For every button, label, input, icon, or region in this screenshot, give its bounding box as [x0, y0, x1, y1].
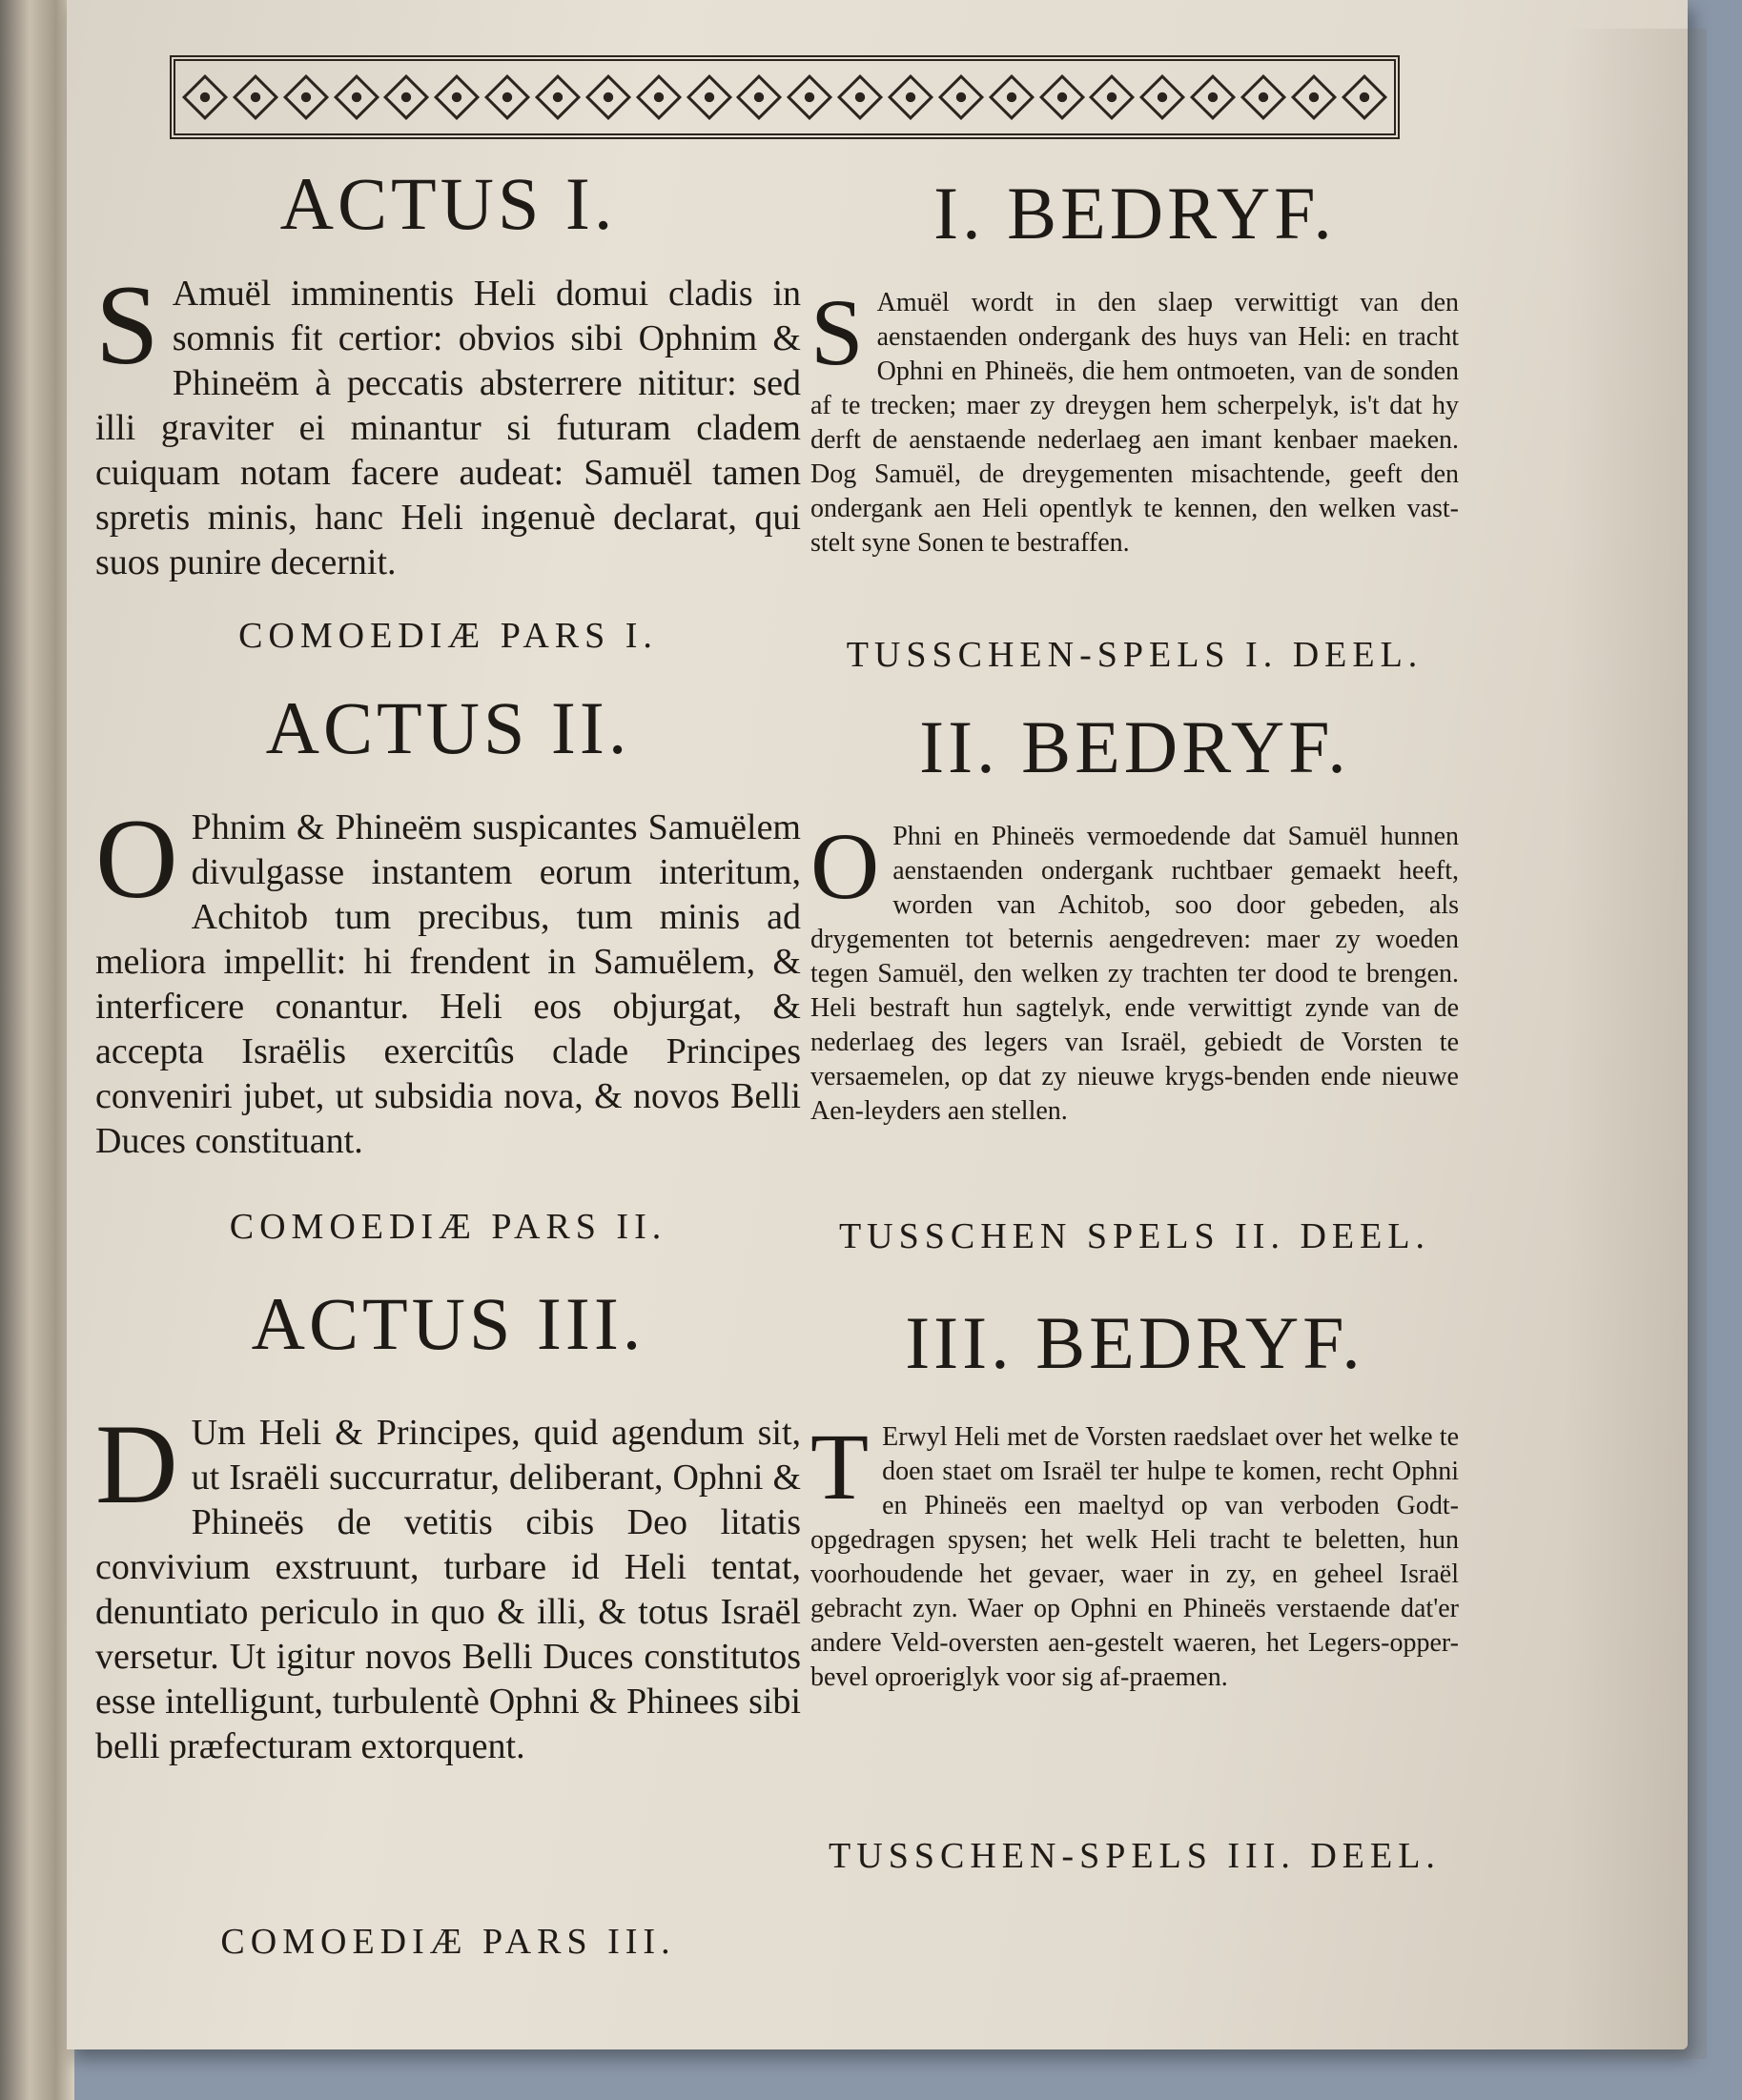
ornament-icon — [383, 74, 429, 120]
summary-text: Phnim & Phineëm suspicantes Samuëlem divulgasse instantem eorum interitum, Achitob tum precibus, tum minis ad meliora impellit: hi frendent in Samuëlem, & interficere conantur. Heli eos objurgat, & accepta Israëlis exercitûs clade Principes conveniri jubet, ut subsidia nova, & novos Belli Duces constituant. — [95, 807, 801, 1161]
ornament-icon — [989, 74, 1035, 120]
dutch-act-summary — [810, 813, 1459, 1129]
ornament-icon — [787, 74, 832, 120]
ornament-icon — [434, 74, 480, 120]
summary-text: Erwyl Heli met de Vorsten raedslaet over het welke te doen staet om Israël ter hulpe te komen, recht Ophni en Phineës een maeltyd op van verboden Godt-opgedragen spysen; het welk Heli tracht te beletten, hun voorhoudende het gevaer, waer in zy, en geheel Israël gebracht zyn. Waer op Ophni en Phineës verstaende dat'er andere Veld-oversten aen-gestelt waeren, het Legers-opper-bevel oproeriglyk voor sig af-praemen. — [810, 1422, 1459, 1692]
ornament-icon — [585, 74, 631, 120]
drop-cap: O — [810, 813, 880, 919]
ornament-icon — [1240, 74, 1286, 120]
ornament-icon — [484, 74, 530, 120]
drop-cap: S — [95, 261, 159, 388]
summary-text: Phni en Phineës vermoedende dat Samuël hunnen aenstaenden ondergank ruchtbaer gemaekt heeft, worden van Achitob, soo door gebeden, als drygementen tot beternis aengedreven: maer zy woeden tegen Samuël, den welken zy trachten ter dood te brengen. Heli bestraft hun sagtelyk, ende verwittigt zynde van de nederlaeg des legers van Israël, gebiedt de Vorsten te versaemelen, op dat zy nieuwe krygs-benden ende nieuwe Aen-leyders aen stellen. — [810, 822, 1459, 1126]
ornament-icon — [1039, 74, 1085, 120]
latin-act-summary — [95, 795, 801, 1164]
ornament-icon — [182, 74, 228, 120]
ornament-icon — [283, 74, 329, 120]
drop-cap: O — [95, 795, 178, 922]
ornament-icon — [736, 74, 782, 120]
dutch-act-heading: III. BEDRYF. — [905, 1301, 1364, 1384]
header-ornament-border — [170, 55, 1400, 139]
latin-act-summary — [95, 261, 801, 585]
dutch-interlude-label: TUSSCHEN-SPELS III. DEEL. — [829, 1836, 1441, 1876]
book-spine — [0, 0, 74, 2100]
ornament-icon — [636, 74, 682, 120]
ornament-icon — [938, 74, 984, 120]
latin-interlude-label: COMOEDIÆ PARS III. — [220, 1922, 676, 1962]
ornament-icon — [1291, 74, 1337, 120]
ornament-icon — [334, 74, 379, 120]
drop-cap: T — [810, 1414, 870, 1519]
ornament-icon — [1190, 74, 1236, 120]
latin-interlude-label: COMOEDIÆ PARS I. — [238, 616, 658, 656]
dutch-interlude-label: TUSSCHEN SPELS II. DEEL. — [838, 1216, 1431, 1256]
ornament-icon — [888, 74, 933, 120]
drop-cap: D — [95, 1400, 178, 1527]
ornament-icon — [1342, 74, 1387, 120]
drop-cap: S — [810, 279, 864, 385]
ornament-icon — [233, 74, 278, 120]
page-edge-shadow — [1564, 29, 1707, 2059]
ornament-icon — [687, 74, 732, 120]
ornament-icon — [837, 74, 883, 120]
dutch-interlude-label: TUSSCHEN-SPELS I. DEEL. — [846, 635, 1424, 675]
summary-text: Amuël imminentis Heli domui cladis in somnis fit certior: obvios sibi Ophnim & Phineëm à peccatis absterrere nititur: sed illi graviter ei minantur si futuram cladem cuiquam notam facere audeat: Samuël tamen spretis minis, hanc Heli ingenuè declarat, qui suos punire decernit. — [95, 274, 801, 582]
ornament-icon — [1089, 74, 1135, 120]
ornament-icon — [535, 74, 581, 120]
latin-act-summary — [95, 1400, 801, 1769]
dutch-act-summary — [810, 1414, 1459, 1695]
latin-act-heading: ACTUS III. — [251, 1282, 646, 1365]
ornament-icon — [1139, 74, 1185, 120]
dutch-act-heading: II. BEDRYF. — [919, 705, 1350, 788]
dutch-act-summary — [810, 279, 1459, 561]
summary-text: Um Heli & Principes, quid agendum sit, ut Israëli succurratur, deliberant, Ophni & Phineës de vetitis cibis Deo litatis convivium exstruunt, turbare id Heli tentat, denuntiato periculo in quo & illi, & totus Israël versetur. Ut igitur novos Belli Duces constitutos esse intelligunt, turbulentè Ophni & Phinees sibi belli præfecturam extorquent. — [95, 1413, 801, 1766]
latin-act-heading: ACTUS I. — [279, 162, 617, 245]
latin-act-heading: ACTUS II. — [265, 686, 631, 769]
latin-interlude-label: COMOEDIÆ PARS II. — [229, 1207, 667, 1247]
summary-text: Amuël wordt in den slaep verwittigt van den aenstaenden ondergank des huys van Heli: en tracht Ophni en Phineës, die hem ontmoeten, van de sonden af te trecken; maer zy dreygen hem scherpelyk, is't dat hy derft de aenstaende nederlaeg aen imant kenbaer maeken. Dog Samuël, de dreygementen misachtende, geeft den ondergank aen Heli opentlyk te kennen, den welken vast-stelt syne Sonen te bestraffen. — [810, 288, 1459, 558]
dutch-act-heading: I. BEDRYF. — [933, 172, 1336, 255]
